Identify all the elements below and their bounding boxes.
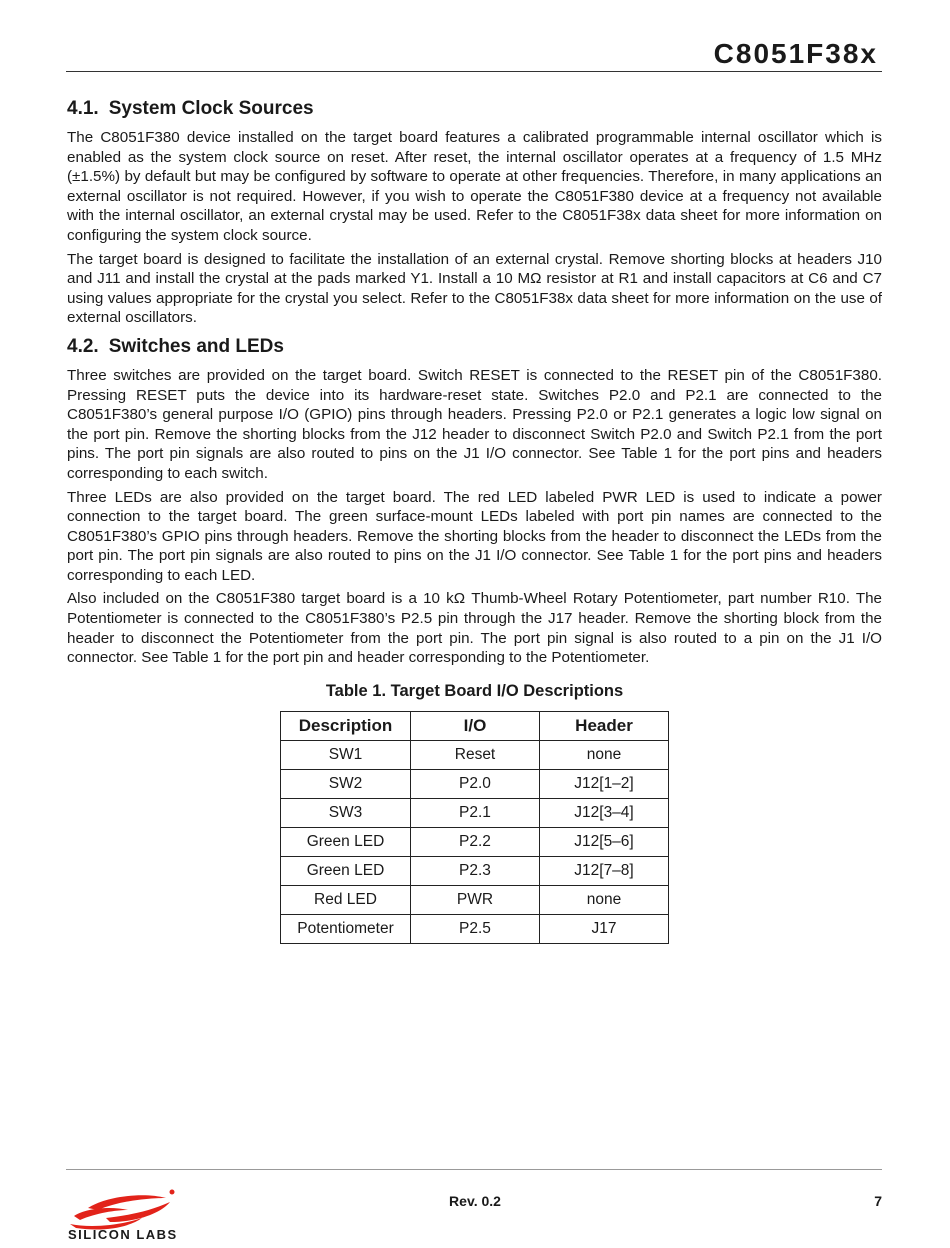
section-title: System Clock Sources [108, 98, 314, 119]
page-content [67, 96, 882, 944]
column-header: Description [281, 711, 411, 740]
table-row [281, 798, 669, 827]
table-row [281, 740, 669, 769]
table-cell: P2.5 [411, 914, 540, 943]
table-cell: Reset [411, 740, 540, 769]
header-divider [66, 71, 882, 72]
table-cell: SW1 [281, 740, 411, 769]
table-row [281, 914, 669, 943]
io-descriptions-table [280, 711, 669, 944]
table-header-row [281, 711, 669, 740]
table-cell: J17 [540, 914, 669, 943]
section-number: 4.2. [67, 335, 99, 357]
section-number: 4.1. [67, 98, 99, 119]
table-caption: Table 1. Target Board I/O Descriptions [325, 681, 624, 700]
paragraph: Three LEDs are also provided on the target board. The red LED labeled PWR LED is used to indicate a power connection to the target board. The green surface-mount LEDs labeled with port pin names are connected to the C8051F380’s GPIO pins through headers. Remove the shorting blocks from the header to disconnect the LEDs from the port pin. The port pin signals are also routed to pins on the J1 I/O connector. See Table 1 for the port pins and headers corresponding to each LED. [67, 488, 882, 584]
table-cell: Red LED [281, 885, 411, 914]
column-header: I/O [411, 711, 540, 740]
page-number: 7 [874, 1193, 882, 1209]
table-cell: P2.2 [411, 827, 540, 856]
table-cell: J12[3–4] [540, 798, 669, 827]
section-heading-4-2 [67, 334, 882, 360]
table-row [281, 885, 669, 914]
paragraph: Three switches are provided on the target board. Switch RESET is connected to the RESET pin of the C8051F380. Pressing RESET puts the device into its hardware-reset state. Switches P2.0 and P2.1 are connected to the C8051F380’s general purpose I/O (GPIO) pins through headers. Pressing P2.0 or P2.1 generates a logic low signal on the port pin. Remove the shorting blocks from the J12 header to disconnect Switch P2.0 and Switch P2.1 from the port pins. The port pin signals are also routed to pins on the J1 I/O connector. See Table 1 for the port pins and headers corresponding to each switch. [67, 366, 882, 482]
table-cell: Green LED [281, 856, 411, 885]
table-cell: P2.1 [411, 798, 540, 827]
table-cell: Potentiometer [281, 914, 411, 943]
document-header-title: C8051F38x [713, 38, 878, 69]
table-cell: P2.3 [411, 856, 540, 885]
table-cell: P2.0 [411, 769, 540, 798]
table-cell: J12[5–6] [540, 827, 669, 856]
table-cell: SW2 [281, 769, 411, 798]
table-cell: none [540, 740, 669, 769]
table-cell: PWR [411, 885, 540, 914]
paragraph: Also included on the C8051F380 target board is a 10 kΩ Thumb-Wheel Rotary Potentiometer, part number R10. The Potentiometer is connected to the C8051F380’s P2.5 pin through the J17 header. Remove the shorting block from the header to disconnect the Potentiometer from the port pin. The port pin signal is also routed to a pin on the J1 I/O connector. See Table 1 for the port pin and header corresponding to the Potentiometer. [67, 590, 882, 667]
section-heading-4-1 [67, 96, 882, 122]
revision-label: Rev. 0.2 [449, 1193, 501, 1209]
column-header: Header [540, 711, 669, 740]
paragraph: The target board is designed to facilitate the installation of an external crystal. Remove shorting blocks at headers J10 and J11 and install the crystal at the pads marked Y1. Install a 10 MΩ resistor at R1 and install capacitors at C6 and C7 using values appropriate for the crystal you select. Refer to the C8051F38x data sheet for more information on the use of external oscillators. [67, 250, 882, 327]
table-cell: none [540, 885, 669, 914]
footer-divider [66, 1169, 882, 1170]
table-cell: SW3 [281, 798, 411, 827]
logo-wordmark: SILICON LABS [68, 1227, 178, 1242]
table-cell: Green LED [281, 827, 411, 856]
table-cell: J12[1–2] [540, 769, 669, 798]
table-cell: J12[7–8] [540, 856, 669, 885]
table-row [281, 769, 669, 798]
table-row [281, 827, 669, 856]
paragraph: The C8051F380 device installed on the target board features a calibrated programmable internal oscillator which is enabled as the system clock source on reset. After reset, the internal oscillator operates at a frequency of 1.5 MHz (±1.5%) by default but may be configured by software to operate at other frequencies. Therefore, in many applications an external oscillator is not required. However, if you wish to operate the C8051F380 device at a frequency not available with the internal oscillator, an external crystal may be used. Refer to the C8051F38x data sheet for more information on configuring the system clock source. [67, 129, 882, 244]
section-title: Switches and LEDs [108, 335, 284, 357]
table-row [281, 856, 669, 885]
